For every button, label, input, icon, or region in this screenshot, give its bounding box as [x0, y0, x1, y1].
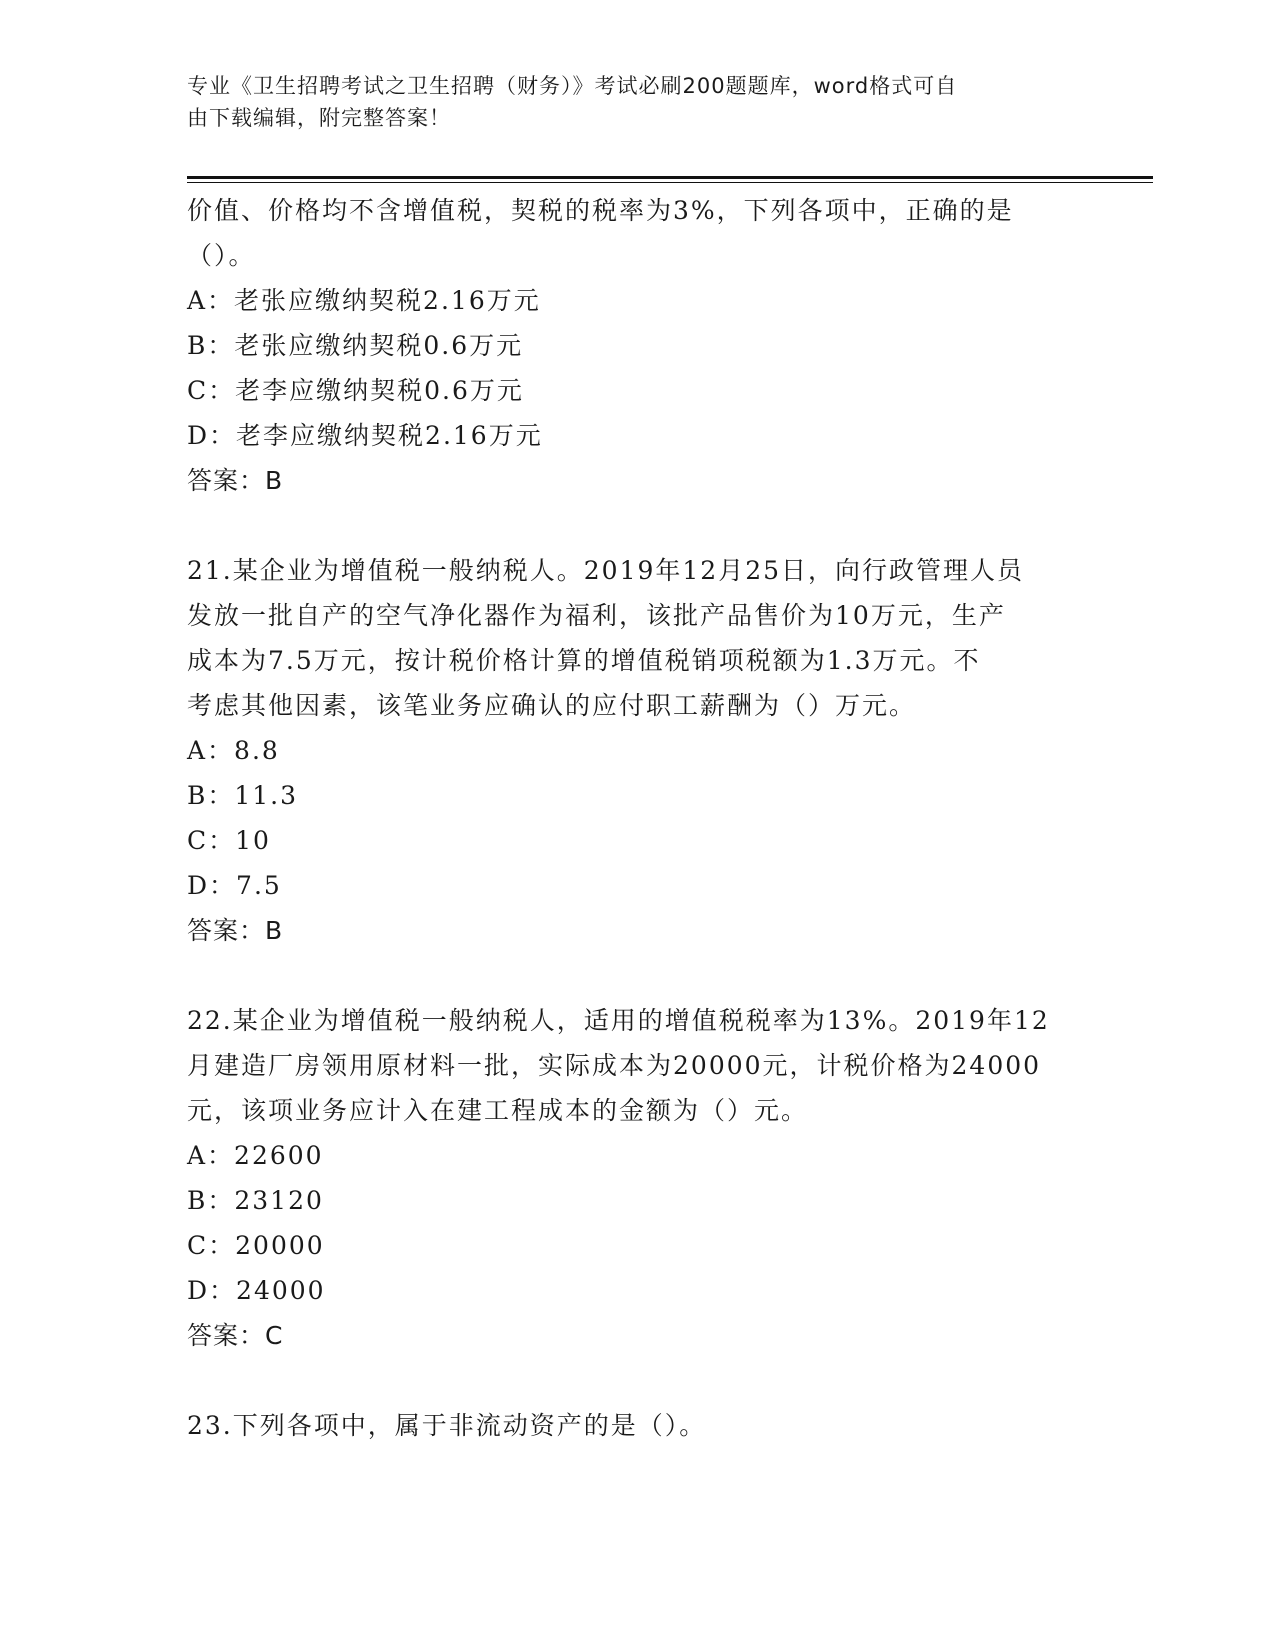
- option-a: A：22600: [187, 1141, 324, 1170]
- question-22: [187, 998, 1087, 1358]
- option-d: D：24000: [187, 1276, 326, 1305]
- option-b: B：老张应缴纳契税0.6万元: [187, 331, 524, 360]
- answer-label: 答案：C: [187, 1321, 284, 1350]
- option-c: C：20000: [187, 1231, 325, 1260]
- question-21: [187, 548, 1087, 953]
- question-23: [187, 1403, 1087, 1448]
- document-header: [187, 70, 1067, 134]
- option-c: C：老李应缴纳契税0.6万元: [187, 376, 524, 405]
- header-line-1: 专业《卫生招聘考试之卫生招聘（财务）》考试必刷200题题库，word格式可自: [187, 74, 958, 98]
- option-d: D：7.5: [187, 871, 282, 900]
- answer-label: 答案：B: [187, 916, 284, 945]
- document-body: [187, 188, 1087, 1448]
- question-stem-line: 23.下列各项中，属于非流动资产的是（）。: [187, 1411, 707, 1440]
- question-continued: [187, 188, 1087, 503]
- question-stem-line: 22.某企业为增值税一般纳税人，适用的增值税税率为13%。2019年12: [187, 1006, 1050, 1035]
- option-a: A：老张应缴纳契税2.16万元: [187, 286, 541, 315]
- option-d: D：老李应缴纳契税2.16万元: [187, 421, 543, 450]
- option-b: B：23120: [187, 1186, 324, 1215]
- question-stem-line: 考虑其他因素，该笔业务应确认的应付职工薪酬为（）万元。: [187, 691, 917, 720]
- question-stem-line: 21.某企业为增值税一般纳税人。2019年12月25日，向行政管理人员: [187, 556, 1025, 585]
- spacer: [187, 503, 1087, 548]
- option-b: B：11.3: [187, 781, 299, 810]
- question-stem-line: 元，该项业务应计入在建工程成本的金额为（）元。: [187, 1096, 809, 1125]
- option-c: C：10: [187, 826, 271, 855]
- answer-label: 答案：B: [187, 466, 284, 495]
- option-a: A：8.8: [187, 736, 280, 765]
- question-stem-line: 成本为7.5万元，按计税价格计算的增值税销项税额为1.3万元。不: [187, 646, 981, 675]
- question-stem-line: 发放一批自产的空气净化器作为福利，该批产品售价为10万元，生产: [187, 601, 1006, 630]
- header-divider-thick: [187, 176, 1153, 179]
- spacer: [187, 1358, 1087, 1403]
- header-line-2: 由下载编辑，附完整答案！: [187, 106, 451, 130]
- question-stem-line: 价值、价格均不含增值税，契税的税率为3%，下列各项中，正确的是: [187, 196, 1014, 225]
- question-stem-line: （）。: [187, 241, 256, 270]
- spacer: [187, 953, 1087, 998]
- question-stem-line: 月建造厂房领用原材料一批，实际成本为20000元，计税价格为24000: [187, 1051, 1042, 1080]
- header-divider-thin: [187, 182, 1153, 183]
